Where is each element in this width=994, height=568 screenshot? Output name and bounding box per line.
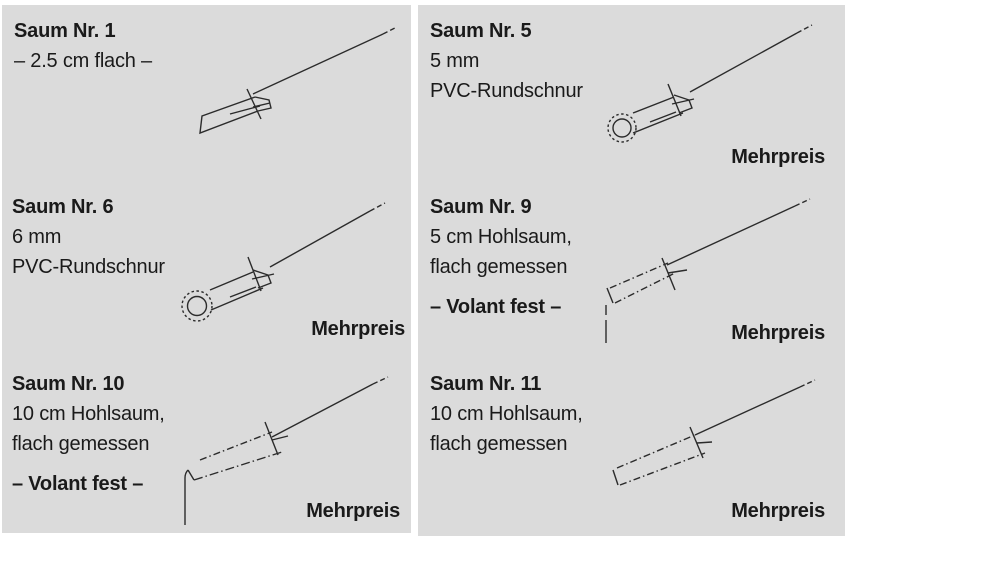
flat-hem-drawing [190,20,400,140]
panel-title: Saum Nr. 1 [14,20,116,42]
panel-title: Saum Nr. 11 [430,373,542,395]
panel-title: Saum Nr. 10 [12,373,125,395]
panel-text [430,16,583,106]
panel-saum-1 [0,0,410,175]
panel-saum-11 [417,352,845,534]
surcharge-label: Mehrpreis [731,322,825,344]
surcharge-label: Mehrpreis [731,500,825,522]
panel-text [14,16,152,76]
surcharge-label: Mehrpreis [731,146,825,168]
hollow-hem-volant-drawing [600,195,815,350]
panel-saum-5 [417,0,845,175]
panel-saum-10 [0,352,410,534]
hollow-hem-drawing [590,378,820,488]
cord-hem-drawing [575,20,820,145]
panel-line1: 6 mm [12,226,62,248]
panel-text [430,192,572,322]
panel-text [430,369,583,459]
panel-line1: 10 cm Hohlsaum, [12,403,165,425]
volant-note: – Volant fest – [12,473,144,495]
hollow-hem-volant-drawing [180,375,395,530]
volant-note: – Volant fest – [430,296,562,318]
panel-title: Saum Nr. 5 [430,20,532,42]
panel-line2: flach gemessen [430,256,568,278]
panel-title: Saum Nr. 6 [12,196,114,218]
surcharge-label: Mehrpreis [311,318,405,340]
panel-saum-6 [0,175,410,352]
panel-text [12,192,165,282]
panel-saum-9 [417,175,845,352]
panel-line2: PVC-Rundschnur [430,80,583,102]
panel-text [12,369,165,499]
panel-line1: 5 mm [430,50,480,72]
panel-line2: flach gemessen [430,433,568,455]
panel-line1: 10 cm Hohlsaum, [430,403,583,425]
panel-line2: PVC-Rundschnur [12,256,165,278]
panel-line2: flach gemessen [12,433,150,455]
panel-line1: – 2.5 cm flach – [14,50,152,72]
surcharge-label: Mehrpreis [306,500,400,522]
panel-line1: 5 cm Hohlsaum, [430,226,572,248]
panel-title: Saum Nr. 9 [430,196,532,218]
cord-hem-drawing [180,195,390,325]
